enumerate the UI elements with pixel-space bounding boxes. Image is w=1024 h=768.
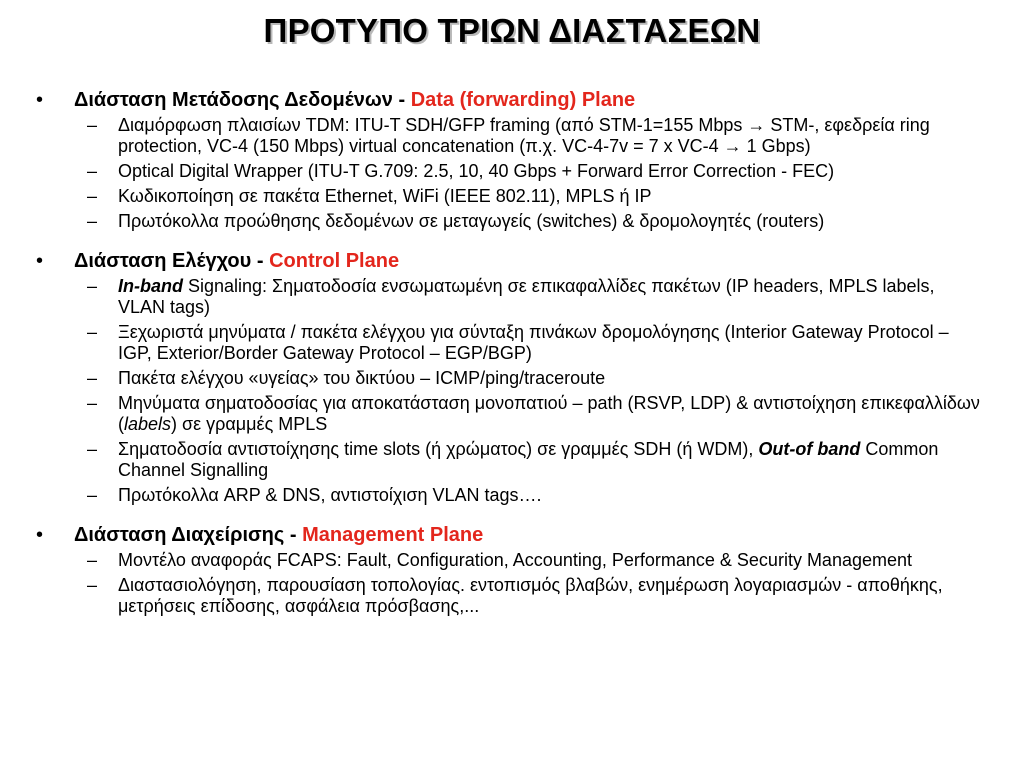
item-text: Διαστασιολόγηση, παρουσίαση τοπολογίας. εντοπισμός βλαβών, ενημέρωση λογαριασμών - αποθήκης, μετρήσεις επίδοσης, ασφάλεια πρόσβασης,... (118, 575, 943, 616)
dash-icon: – (87, 322, 98, 342)
slide-content (34, 86, 984, 621)
dash-icon: – (87, 393, 98, 413)
emphasis-text: Out-of band (758, 439, 861, 459)
heading-plane-name: Management Plane (302, 524, 484, 546)
item-text-part: Common Channel Signalling (118, 439, 939, 480)
list-item (34, 115, 984, 157)
item-text-part: Διαμόρφωση πλαισίων TDM: ITU-T SDH/GFP framing (από STM-1=155 Mbps (118, 115, 748, 135)
dash-icon: – (87, 550, 98, 570)
arrow-right-icon: → (747, 115, 766, 135)
dash-icon: – (87, 575, 98, 595)
dash-icon: – (87, 115, 98, 135)
list-item (34, 439, 984, 481)
list-item (34, 161, 984, 182)
sub-list (34, 276, 984, 506)
bullet-icon: • (36, 250, 44, 272)
item-text: Κωδικοποίηση σε πακέτα Ethernet, WiFi (IEEE 802.11), MPLS ή IP (118, 186, 652, 206)
item-text: Ξεχωριστά μηνύματα / πακέτα ελέγχου για σύνταξη πινάκων δρομολόγησης (Interior Gateway Protocol – IGP, Exterior/Border Gateway Protocol – EGP/BGP) (118, 322, 949, 363)
list-item (34, 186, 984, 207)
arrow-right-icon: → (723, 136, 742, 156)
heading-plane-name: Control Plane (269, 250, 400, 272)
list-item (34, 393, 984, 435)
section-heading (34, 247, 984, 276)
sub-list (34, 115, 984, 232)
section-management-plane (34, 521, 984, 617)
emphasis-text: labels (124, 414, 172, 434)
item-text-part: Σηματοδοσία αντιστοίχησης time slots (ή χρώματος) σε γραμμές SDH (ή WDM), (118, 439, 759, 459)
item-text-part: 1 Gbps) (741, 136, 811, 156)
item-text: Μοντέλο αναφοράς FCAPS: Fault, Configuration, Accounting, Performance & Security Management (118, 550, 913, 570)
item-text-part: ) σε γραμμές MPLS (171, 414, 328, 434)
item-text: Πρωτόκολλα ARP & DNS, αντιστοίχιση VLAN tags…. (118, 485, 542, 505)
dash-icon: – (87, 368, 98, 388)
heading-text: Διάσταση Διαχείρισης - (74, 524, 303, 546)
item-text-part: Μηνύματα σηματοδοσίας για αποκατάσταση μονοπατιού – path (RSVP, LDP) & αντιστοίχηση επικεφαλλίδων ( (118, 393, 980, 434)
item-text-part: Signaling: Σηματοδοσία ενσωματωμένη σε επικαφαλλίδες πακέτων (IP headers, MPLS labels, VLAN tags) (118, 276, 935, 317)
list-item (34, 276, 984, 318)
dash-icon: – (87, 211, 98, 231)
heading-plane-name: Data (forwarding) Plane (410, 89, 636, 111)
bullet-icon: • (36, 89, 44, 111)
sub-list (34, 550, 984, 617)
dash-icon: – (87, 161, 98, 181)
list-item (34, 368, 984, 389)
section-control-plane (34, 247, 984, 506)
item-text: Optical Digital Wrapper (ITU-T G.709: 2.5, 10, 40 Gbps + Forward Error Correction - FEC) (118, 161, 835, 181)
item-text: Πακέτα ελέγχου «υγείας» του δικτύου – ICMP/ping/traceroute (118, 368, 606, 388)
list-item (34, 322, 984, 364)
list-item (34, 211, 984, 232)
dash-icon: – (87, 485, 98, 505)
dash-icon: – (87, 439, 98, 459)
list-item (34, 575, 984, 617)
heading-text: Διάσταση Ελέγχου - (74, 250, 270, 272)
heading-text: Διάσταση Μετάδοσης Δεδομένων - (74, 89, 411, 111)
slide-title: ΠΡΟΤΥΠΟ ΤΡΙΩΝ ΔΙΑΣΤΑΣΕΩΝ (263, 12, 761, 49)
section-heading (34, 86, 984, 115)
list-item (34, 485, 984, 506)
dash-icon: – (87, 276, 98, 296)
dash-icon: – (87, 186, 98, 206)
item-text-part: STM-, εφεδρεία ring protection, VC-4 (150 Mbps) virtual concatenation (π.χ. VC-4-7v = 7 x VC-4 (118, 115, 930, 156)
section-heading (34, 521, 984, 550)
section-data-plane (34, 86, 984, 232)
bullet-icon: • (36, 524, 44, 546)
list-item (34, 550, 984, 571)
item-text: Πρωτόκολλα προώθησης δεδομένων σε μεταγωγείς (switches) & δρομολογητές (routers) (118, 211, 825, 231)
emphasis-text: In-band (118, 276, 183, 296)
